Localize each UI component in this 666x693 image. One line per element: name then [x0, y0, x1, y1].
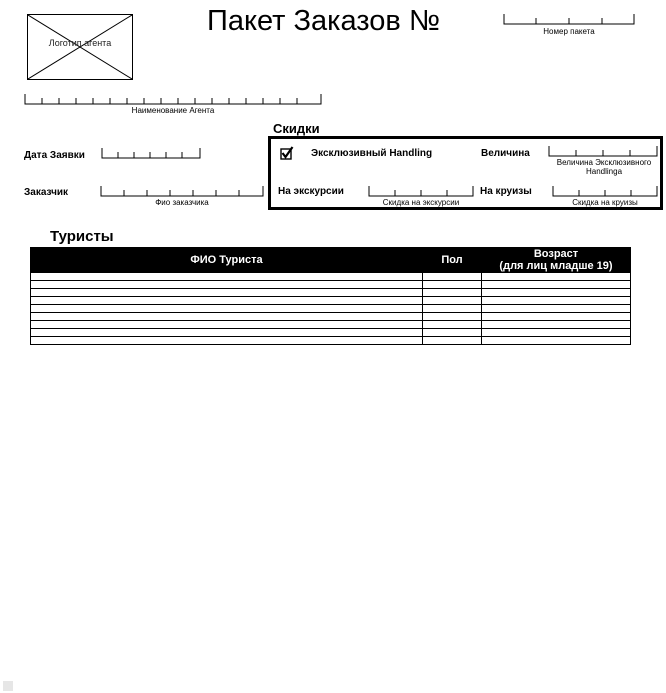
tourist-name-cell[interactable] — [31, 321, 423, 329]
excursions-label: На экскурсии — [278, 186, 344, 197]
agent-name-field[interactable] — [24, 92, 322, 106]
tourist-age-cell[interactable] — [482, 273, 631, 281]
agent-name-caption: Наименование Агента — [131, 106, 215, 115]
tourist-gender-cell[interactable] — [423, 297, 482, 305]
tourist-gender-cell[interactable] — [423, 321, 482, 329]
tourist-age-cell[interactable] — [482, 281, 631, 289]
packet-number-field[interactable] — [503, 12, 635, 26]
checkbox-checked-icon[interactable] — [280, 146, 294, 160]
cruises-label: На круизы — [480, 186, 532, 197]
column-header-gender: Пол — [423, 248, 482, 273]
order-date-label: Дата Заявки — [24, 150, 85, 161]
customer-caption: Фио заказчика — [155, 198, 209, 207]
cruises-discount-field[interactable] — [552, 184, 658, 198]
tourist-gender-cell[interactable] — [423, 281, 482, 289]
tourist-name-cell[interactable] — [31, 281, 423, 289]
tourist-name-cell[interactable] — [31, 297, 423, 305]
page-title: Пакет Заказов № — [207, 5, 440, 37]
table-row — [31, 305, 631, 313]
tourist-age-cell[interactable] — [482, 313, 631, 321]
exclusive-amount-field[interactable] — [548, 144, 658, 158]
table-row — [31, 297, 631, 305]
packet-number-caption: Номер пакета — [543, 27, 595, 36]
tourist-gender-cell[interactable] — [423, 289, 482, 297]
tourist-gender-cell[interactable] — [423, 329, 482, 337]
tourist-age-cell[interactable] — [482, 305, 631, 313]
tourist-gender-cell[interactable] — [423, 337, 482, 345]
tourist-name-cell[interactable] — [31, 313, 423, 321]
excursions-discount-field[interactable] — [368, 184, 474, 198]
table-row — [31, 313, 631, 321]
page-corner-marker — [3, 681, 13, 691]
tourist-name-cell[interactable] — [31, 289, 423, 297]
amount-label: Величина — [481, 148, 530, 159]
tourists-title: Туристы — [50, 228, 114, 245]
exclusive-amount-caption: Величина Эксклюзивного Handlinga — [556, 158, 652, 176]
tourist-age-cell[interactable] — [482, 321, 631, 329]
exclusive-handling-label: Эксклюзивный Handling — [311, 148, 433, 159]
column-header-age-title: Возраст — [533, 248, 579, 260]
table-row — [31, 289, 631, 297]
logo-text: Логотип агента — [48, 38, 112, 48]
agent-logo-placeholder — [27, 14, 133, 80]
tourist-age-cell[interactable] — [482, 289, 631, 297]
tourist-name-cell[interactable] — [31, 329, 423, 337]
tourist-name-cell[interactable] — [31, 337, 423, 345]
tourist-gender-cell[interactable] — [423, 305, 482, 313]
tourist-age-cell[interactable] — [482, 329, 631, 337]
tourist-age-cell[interactable] — [482, 337, 631, 345]
table-row — [31, 329, 631, 337]
excursions-caption: Скидка на экскурсии — [382, 198, 460, 207]
table-row — [31, 273, 631, 281]
tourists-table — [30, 247, 631, 345]
column-header-age-note: (для лиц младше 19) — [499, 260, 613, 272]
cruises-caption: Скидка на круизы — [572, 198, 638, 207]
customer-name-field[interactable] — [100, 184, 264, 198]
tourist-name-cell[interactable] — [31, 273, 423, 281]
table-row — [31, 281, 631, 289]
tourists-header-row — [31, 248, 631, 273]
table-row — [31, 321, 631, 329]
tourist-gender-cell[interactable] — [423, 313, 482, 321]
tourist-gender-cell[interactable] — [423, 273, 482, 281]
table-row — [31, 337, 631, 345]
customer-label: Заказчик — [24, 187, 69, 198]
tourist-age-cell[interactable] — [482, 297, 631, 305]
order-date-field[interactable] — [101, 146, 201, 160]
column-header-age — [482, 248, 631, 273]
tourist-name-cell[interactable] — [31, 305, 423, 313]
column-header-name: ФИО Туриста — [31, 248, 423, 273]
discounts-title: Скидки — [273, 121, 320, 136]
